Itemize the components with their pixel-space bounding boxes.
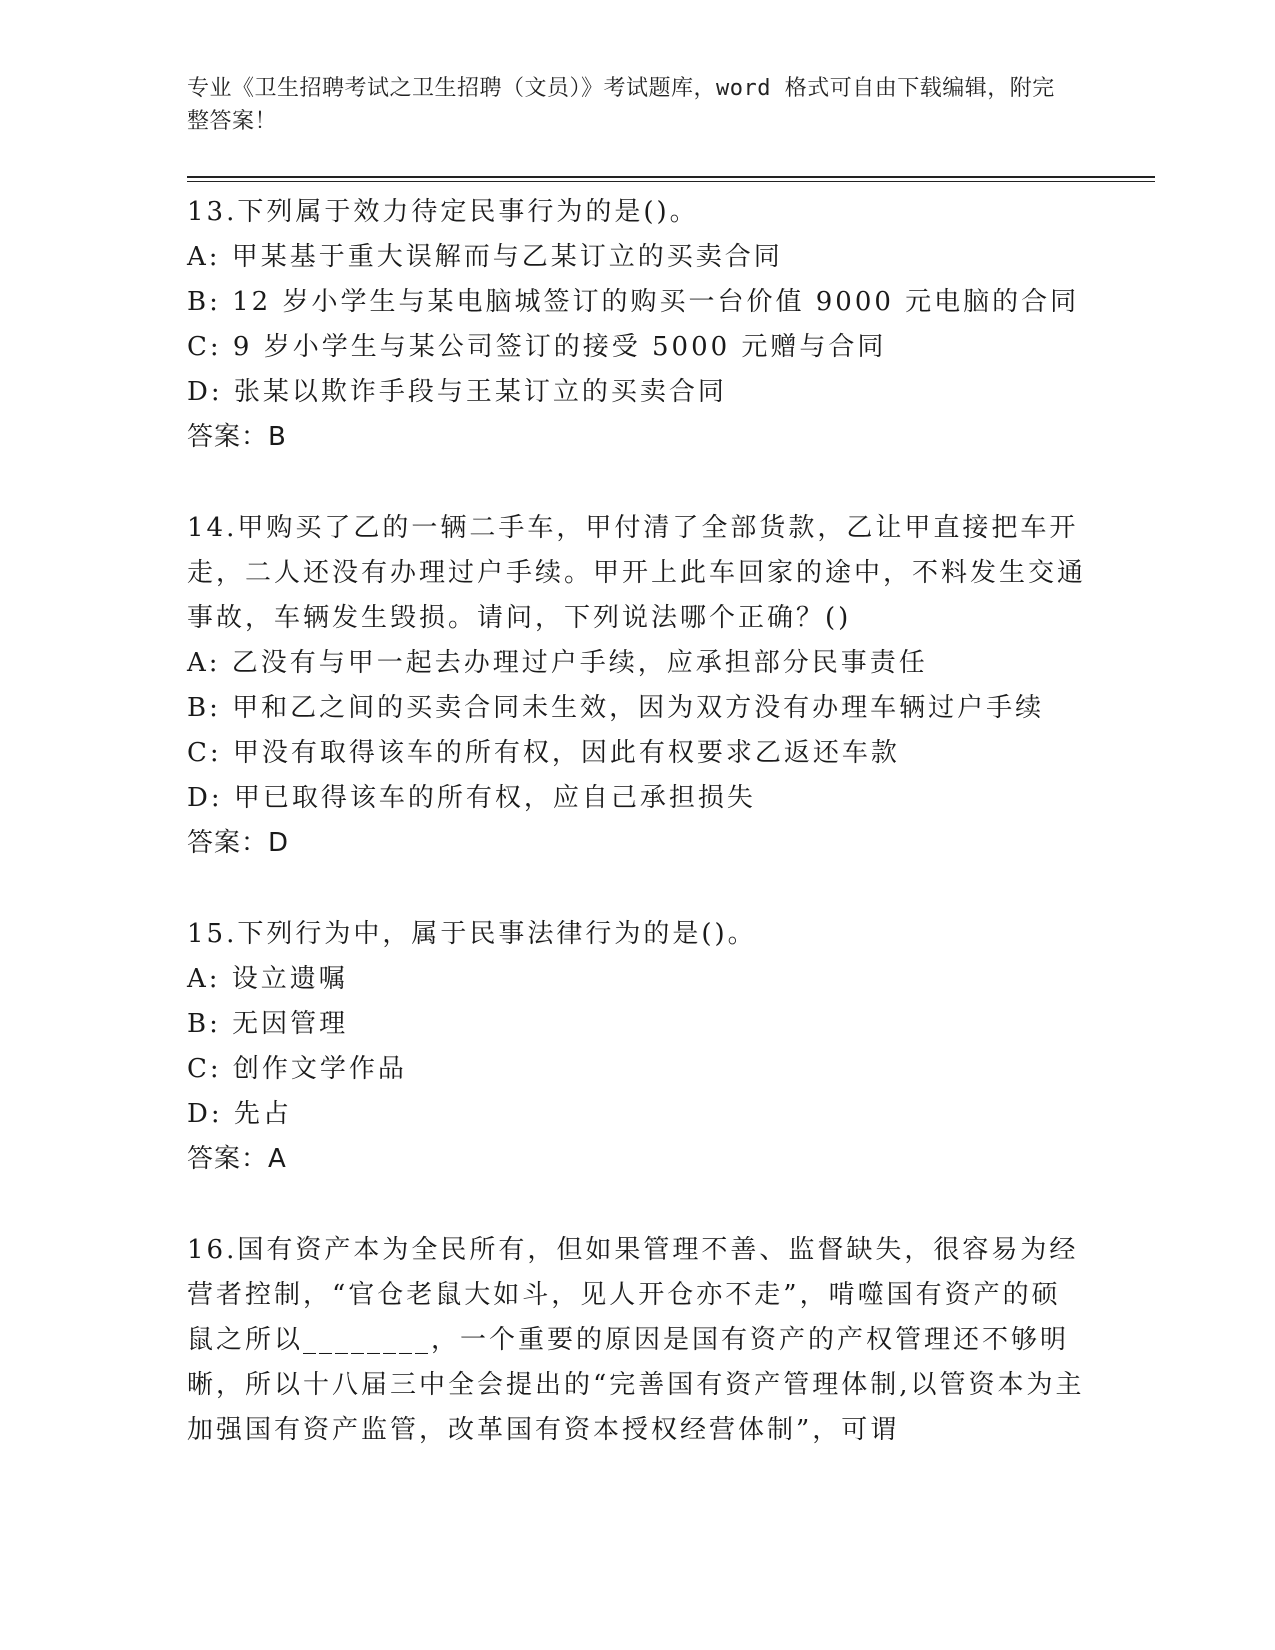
question-stem: 13.下列属于效力待定民事行为的是()。 [187,197,699,227]
option-c: C: 甲没有取得该车的所有权，因此有权要求乙返还车款 [187,738,900,768]
option-b: B: 无因管理 [187,1009,349,1039]
option-a: A: 设立遗嘱 [187,964,348,994]
question-stem: 16.国有资产本为全民所有，但如果管理不善、监督缺失，很容易为经营者控制，“官仓老鼠大如斗，见人开仓亦不走”，啃噬国有资产的硕鼠之所以________，一个重要的原因是国有资产的产权管理还不够明晰，所以十八届三中全会提出的“完善国有资产管理体制,以管资本为主加强国有资产监管，改革国有资本授权经营体制”，可谓 [187,1235,1085,1445]
option-c: C: 创作文学作品 [187,1054,407,1084]
question-15 [187,912,1087,1182]
option-d: D: 甲已取得该车的所有权，应自己承担损失 [187,783,756,813]
answer-label: 答案：B [187,422,287,452]
option-b: B: 甲和乙之间的买卖合同未生效，因为双方没有办理车辆过户手续 [187,693,1045,723]
question-stem: 15.下列行为中，属于民事法律行为的是()。 [187,919,757,949]
option-b: B: 12 岁小学生与某电脑城签订的购买一台价值 9000 元电脑的合同 [187,287,1080,317]
header-title: 专业《卫生招聘考试之卫生招聘（文员）》考试题库，word 格式可自由下载编辑，附完整答案！ [187,76,1055,134]
answer-label: 答案：A [187,1144,287,1174]
question-13 [187,190,1087,460]
question-stem: 14.甲购买了乙的一辆二手车，甲付清了全部货款，乙让甲直接把车开走，二人还没有办理过户手续。甲开上此车回家的途中，不料发生交通事故，车辆发生毁损。请问，下列说法哪个正确？() [187,513,1087,633]
page-header [187,72,1067,138]
option-c: C: 9 岁小学生与某公司签订的接受 5000 元赠与合同 [187,332,887,362]
answer-label: 答案：D [187,828,290,858]
header-divider [187,176,1155,182]
option-a: A: 乙没有与甲一起去办理过户手续，应承担部分民事责任 [187,648,928,678]
question-list [187,190,1087,1499]
option-d: D: 先占 [187,1099,292,1129]
option-a: A: 甲某基于重大误解而与乙某订立的买卖合同 [187,242,783,272]
option-d: D: 张某以欺诈手段与王某订立的买卖合同 [187,377,727,407]
question-14 [187,506,1087,866]
question-16 [187,1228,1087,1453]
